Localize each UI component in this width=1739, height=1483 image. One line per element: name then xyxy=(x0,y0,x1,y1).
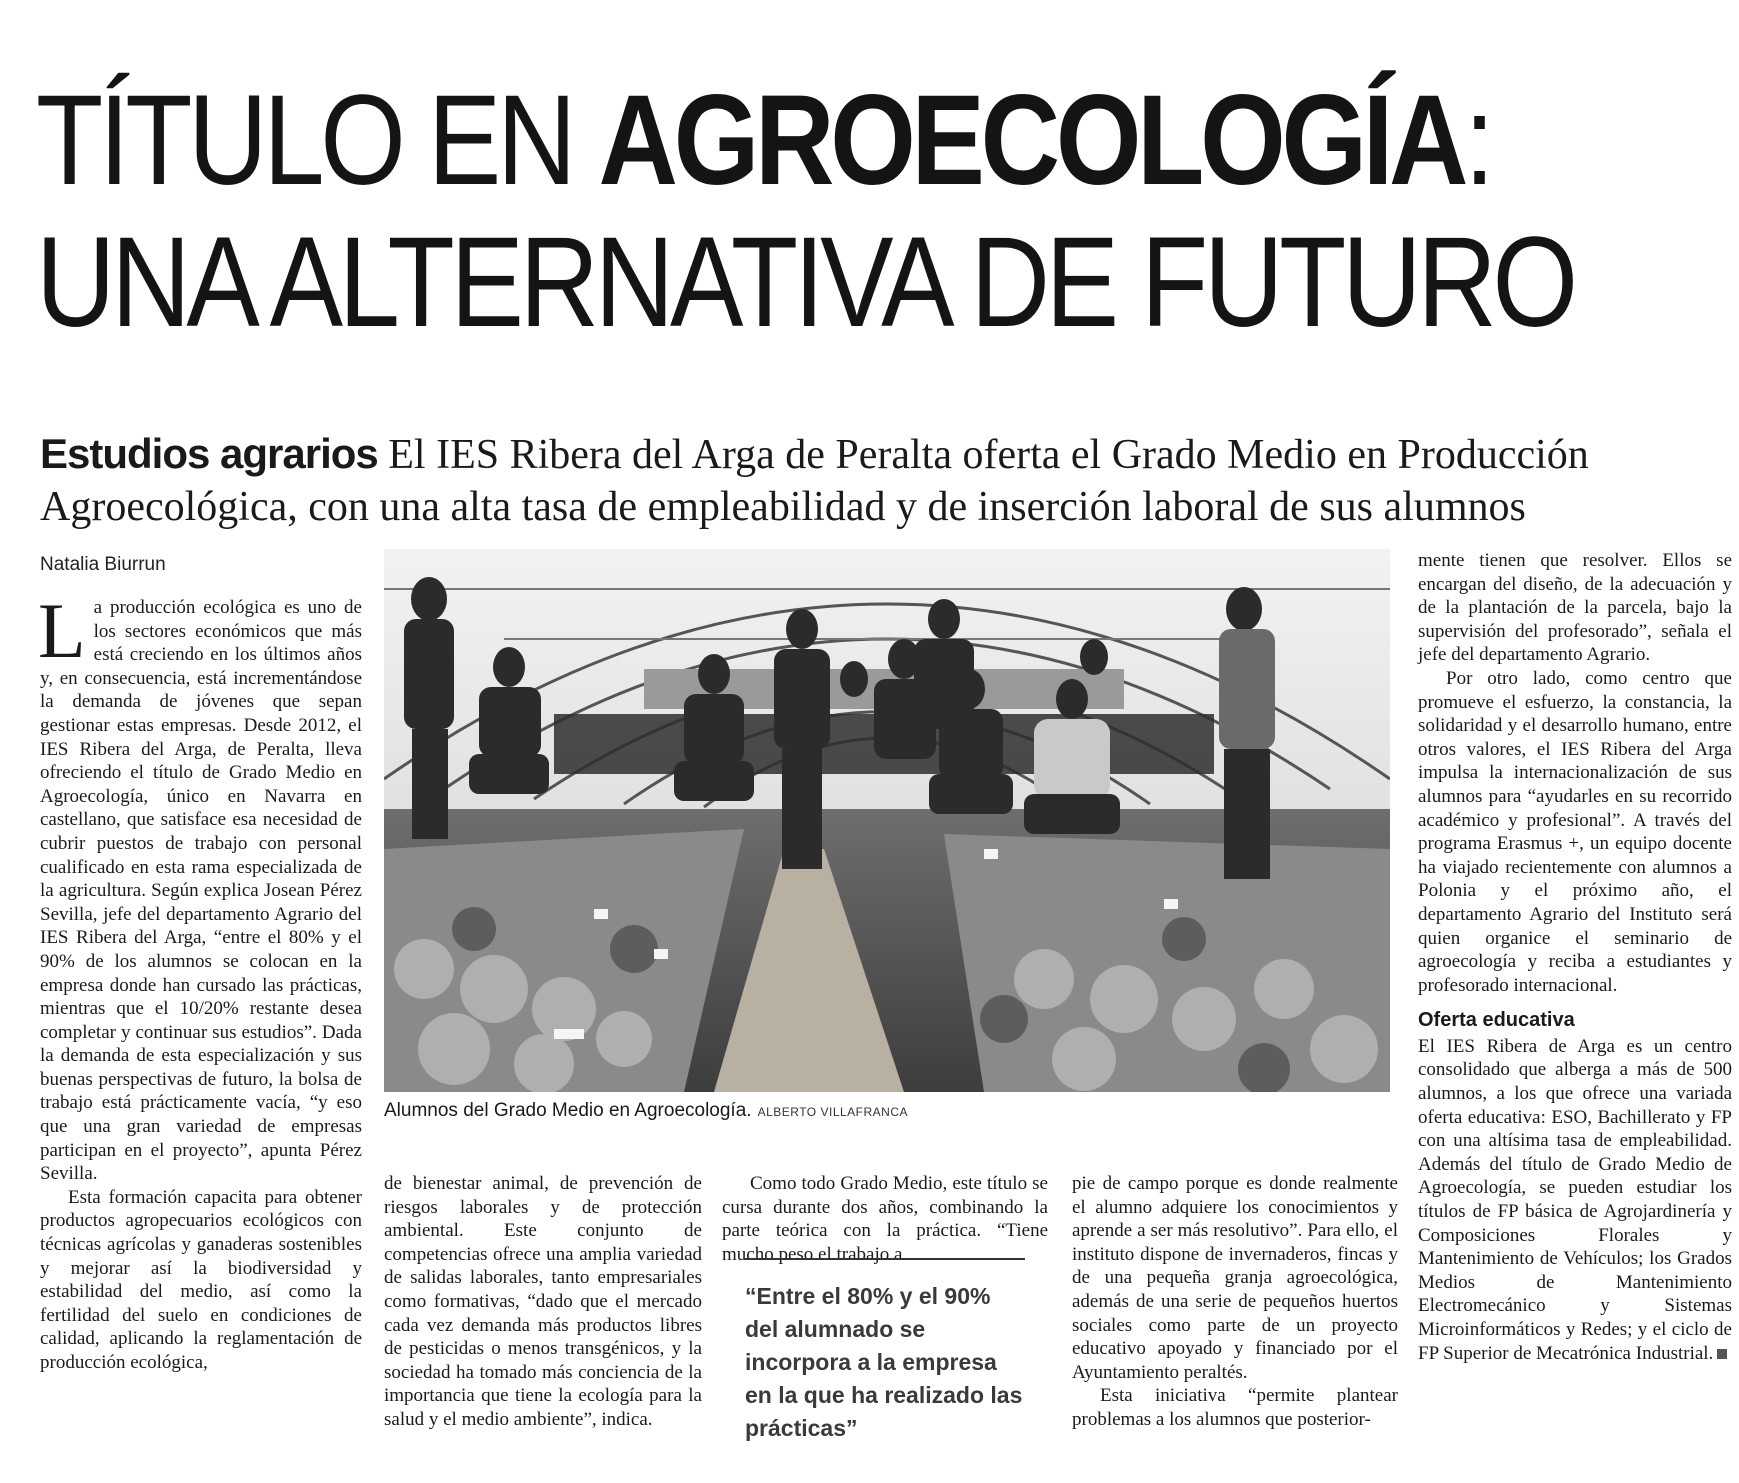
article-paragraph xyxy=(38,587,362,1186)
headline-line-2: UNA ALTERNATIVA DE FUTURO xyxy=(36,211,1574,354)
article-column-2 xyxy=(384,1172,702,1432)
article-paragraph xyxy=(1418,1035,1732,1365)
headline-thin-part: TÍTULO EN xyxy=(36,69,599,212)
paragraph-text: El IES Ribera de Arga es un centro consolidado que alberga a más de 500 alumnos, a los que ofrece una variada oferta educativa: ESO, Bachillerato y FP con una altísima tasa de empleabilidad. Además del título de Grado Medio de Agroecología, se pueden estudiar los títulos de FP básica de Agrojardinería y Composiciones Florales y Mantenimiento de Vehículos; los Grados Medios de Mantenimiento Electromecánico y Sistemas Microinformáticos y Redes; y el ciclo de FP Superior de Mecatrónica Industrial. xyxy=(1418,1035,1732,1364)
end-mark-icon xyxy=(1717,1349,1727,1359)
headline-line-1 xyxy=(36,70,1489,212)
article-column-1 xyxy=(38,587,362,1375)
section-subheading: Oferta educativa xyxy=(1418,1009,1575,1032)
photo-caption xyxy=(384,1100,908,1122)
subhead-kicker: Estudios agrarios xyxy=(40,430,378,477)
headline-colon: : xyxy=(1464,69,1491,212)
article-photo xyxy=(384,549,1390,1092)
headline-bold-part: AGROECOLOGÍA xyxy=(598,69,1465,212)
article-paragraph: Como todo Grado Medio, este título se cursa durante dos años, combinando la parte teórica con la práctica. “Tiene mucho peso el trabajo a xyxy=(722,1173,1048,1265)
byline: Natalia Biurrun xyxy=(40,554,166,575)
drop-cap: L xyxy=(38,587,86,674)
article-paragraph: pie de campo porque es donde realmente el alumno adquiere los conocimientos y aprende a ser más resolutivo”. Para ello, el instituto dispone de invernaderos, fincas y de una pequeña granja agroecológica, además de una serie de pequeños huertos sociales como parte de un proyecto educativo apoyado y financiado por el Ayuntamiento peraltés. xyxy=(1072,1173,1398,1383)
subheadline xyxy=(40,428,1720,533)
article-paragraph: Esta iniciativa “permite plantear problemas a los alumnos que posterior- xyxy=(1072,1385,1398,1430)
article-paragraph: Por otro lado, como centro que promueve el esfuerzo, la constancia, la solidaridad y el desarrollo humano, entre otros valores, el IES Ribera del Arga impulsa la internacionalización de sus alumnos para “ayudarles en su recorrido académico y profesional”. A través del programa Erasmus +, un equipo docente ha viajado recientemente con alumnos a Polonia y el próximo año, el departamento Agrario del Instituto será quien organice el seminario de agroecología y reciba a estudiantes y profesorado internacional. xyxy=(1418,667,1732,996)
pull-quote: “Entre el 80% y el 90% del alumnado se incorpora a la empresa en la que ha realizado las prácticas” xyxy=(745,1258,1025,1445)
article-column-3 xyxy=(722,1172,1048,1266)
greenhouse-students-photo xyxy=(384,549,1390,1092)
subhead-text: El IES Ribera del Arga de Peralta oferta el Grado Medio en Producción Agroecológica, con una alta tasa de empleabilidad y de inserción laboral de sus alumnos xyxy=(40,432,1589,530)
article-paragraph: de bienestar animal, de prevención de riesgos laborales y de protección ambiental. Este conjunto de competencias ofrece una amplia variedad de salidas laborales, tanto empresariales como formativas, “dado que el mercado cada vez demanda más productos libres de pesticidas o menos transgénicos, y la sociedad ha tomado más conciencia de la importancia que tiene la ecología para la salud y el medio ambiente”, indica. xyxy=(384,1173,702,1430)
article-column-4 xyxy=(1072,1172,1398,1432)
article-paragraph: Esta formación capacita para obtener productos agropecuarios ecológicos con técnicas agrícolas y ganaderas sostenibles y mejorar así la biodiversidad y estabilidad del medio, así como la fertilidad del suelo en condiciones de calidad, aplicando la reglamentación de producción ecológica, xyxy=(40,1186,362,1373)
headline xyxy=(36,69,1574,354)
photo-credit: ALBERTO VILLAFRANCA xyxy=(757,1105,909,1119)
caption-text: Alumnos del Grado Medio en Agroecología. xyxy=(384,1100,752,1121)
article-paragraph: mente tienen que resolver. Ellos se encargan del diseño, de la adecuación y de la plantación de la parcela, bajo la supervisión del profesorado”, señala el jefe del departamento Agrario. xyxy=(1418,550,1732,666)
article-column-5 xyxy=(1418,549,1732,1365)
paragraph-text: a producción ecológica es uno de los sectores económicos que más está creciendo en los últimos años y, en consecuencia, está incrementándose la demanda de jóvenes que sepan gestionar estas empresas. Desde 2012, el IES Ribera del Arga, de Peralta, lleva ofreciendo el título de Grado Medio en Agroecología, único en Navarra en castellano, que satisface esa necesidad de cubrir puestos de trabajo con personal cualificado en esta rama especializada de la agricultura. Según explica Josean Pérez Sevilla, jefe del departamento Agrario del IES Ribera del Arga, “entre el 80% y el 90% de los alumnos se colocan en la empresa donde han cursado las prácticas, mientras que el 10/20% restante desea completar y continuar sus estudios”. Dada la demanda de esta especialización y sus buenas perspectivas de futuro, la bolsa de trabajo está prácticamente vacía, “y eso que una gran variedad de empresas participan en el proyecto”, apunta Pérez Sevilla. xyxy=(40,597,362,1185)
